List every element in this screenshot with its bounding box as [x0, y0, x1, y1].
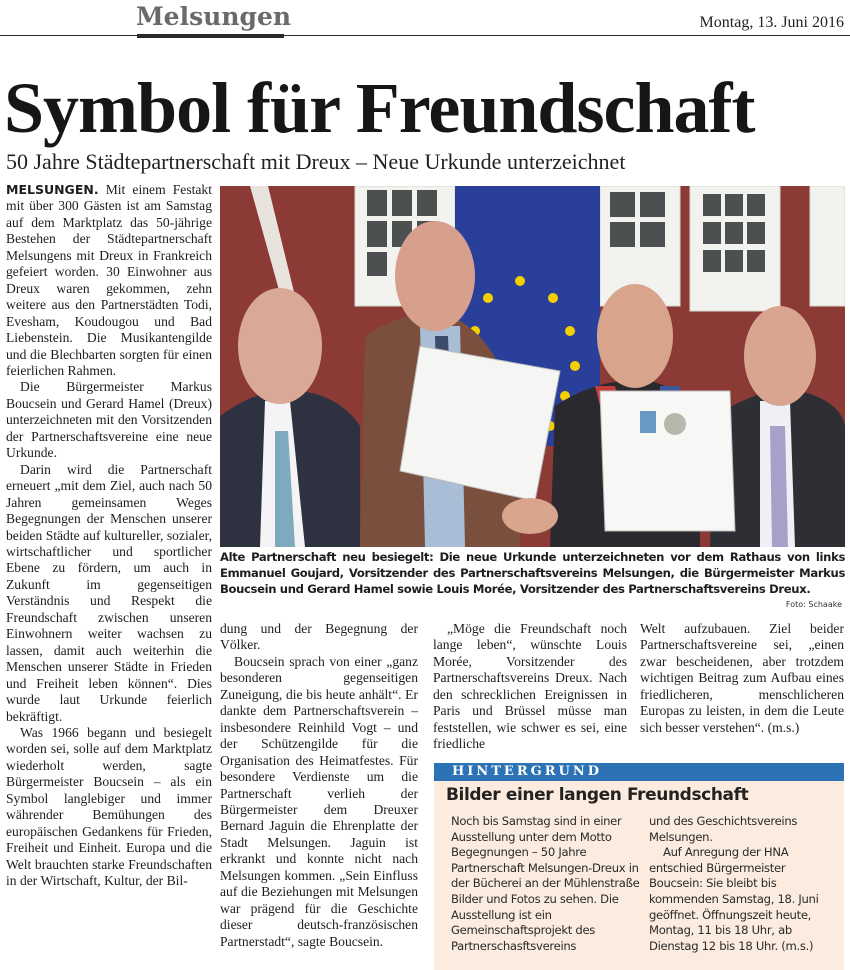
article-column-2 — [220, 621, 418, 950]
box-paragraph: und des Geschichtsvereins Melsungen. — [649, 814, 798, 844]
paragraph-text: Mit einem Festakt mit über 300 Gästen ist am Samstag auf dem Marktplatz das 50-jährige Bestehen der Städtepartnerschaft Melsungens mit Dreux in Frankreich gefeiert worden. 30 Einwohner aus Dreux waren gekommen, zehn weitere aus den Partnerstädten Todi, Evesham, Koudougou und Bad Liebenstein. Die Musikantengilde und die Blechbarten sorgten für einen feierlichen Rahmen. — [6, 182, 213, 378]
photo-caption: Alte Partnerschaft neu besiegelt: Die neue Urkunde unterzeichneten vor dem Rathaus von links Emmanuel Goujard, Vorsitzender des Partnerschaftsvereins Melsungen, die Bürgermeister Markus Boucsein und Gerard Hamel sowie Louis Morée, Vorsitzender des Partnerschaftsvereins Dreux. — [220, 550, 845, 596]
paragraph: Darin wird die Partnerschaft erneuert „mit dem Ziel, auch nach 50 Jahren gemeinsamen Weges Begegnungen der Menschen unserer beiden Städte auf kultureller, sozialer, wirtschaftlicher und sportlicher Ebene zu fördern, um auch in Zukunft im gegenseitigen Verständnis und Respekt die Freundschaft zwischen unseren Einwohnern weiter wachsen zu lassen, damit auch weiterhin die Menschen unserer Städte in Frieden und Freiheit leben können“. Dies wurde laut Urkunde feierlich bekräftigt. — [6, 461, 212, 724]
paragraph: „Möge die Freundschaft noch lange leben“, wünschte Louis Morée, Vorsitzender des Partnerschaftsvereins Dreux. Nach den schrecklichen Ereignissen in Paris und Brüssel müsse man feststellen, wie schwer es sei, eine friedliche — [433, 621, 627, 752]
section-title: Melsungen — [136, 2, 292, 31]
background-info-box — [434, 763, 844, 970]
box-column-1 — [451, 814, 641, 954]
certificate-2 — [600, 391, 735, 531]
box-paragraph: Auf Anregung der HNA entschied Bürgermeister Boucsein: Sie bleibt bis kommenden Samstag, 18. Juni geöffnet. Öffnungszeit heute, Montag, 11 bis 18 Uhr, ab Dienstag 12 bis 18 Uhr. (m.s.) — [649, 845, 819, 953]
article-column-1 — [6, 182, 212, 889]
box-title: Bilder einer langen Freundschaft — [446, 785, 749, 805]
photo-illustration — [220, 186, 845, 547]
box-column-2 — [649, 814, 839, 954]
headline: Symbol für Freundschaft — [4, 68, 755, 148]
box-label-bar — [434, 763, 844, 781]
header-rule — [0, 35, 850, 36]
photo-credit: Foto: Schaake — [785, 600, 842, 609]
paragraph: Was 1966 begann und besiegelt worden sei, solle auf dem Marktplatz wiederholt werden, sagte Bürgermeister Boucsein – als ein Symbol langlebiger und immer währender Bemühungen des europäischen Gedankens für Frieden, Freiheit und Einheit. Europa und die Welt brauchten starke Freundschaften in der Wirtschaft, Kultur, der Bil- — [6, 724, 212, 889]
section-underline — [137, 34, 284, 38]
paragraph: dung und der Begegnung der Völker. — [220, 621, 418, 653]
article-column-4 — [640, 621, 844, 736]
paragraph: Welt aufzubauen. Ziel beider Partnerschaftsvereine sei, „einen zwar bescheidenen, aber trotzdem wichtigen Beitrag zum Aufbau eines friedlicheren, menschlicheren Europas zu leisten, in dem die Leute sich besser verstehen“. (m.s.) — [640, 621, 844, 735]
issue-date: Montag, 13. Juni 2016 — [699, 14, 844, 31]
paragraph: Die Bürgermeister Markus Boucsein und Gerard Hamel (Dreux) unterzeichneten mit den Vorsitzenden der Partnerschaftsvereine eine neue Urkunde. — [6, 379, 212, 461]
box-label: HINTERGRUND — [452, 764, 603, 779]
box-paragraph: Noch bis Samstag sind in einer Ausstellung unter dem Motto Begegnungen – 50 Jahre Partnerschaft Melsungen-Dreux in der Bücherei an der Mühlenstraße Bilder und Fotos zu sehen. Die Ausstellung ist ein Gemeinschaftsprojekt des Partnerschasftsvereins — [451, 814, 640, 953]
subheadline: 50 Jahre Städtepartnerschaft mit Dreux – Neue Urkunde unterzeichnet — [6, 149, 626, 174]
paragraph — [6, 182, 212, 379]
paragraph: Boucsein sprach von einer „ganz besonderen gegenseitigen Zuneigung, die bis heute anhält“. Er dankte dem Partnerschaftsverein – insbesondere Reinhild Vogt – und der Schützengilde für die Organisation des Heimatfestes. Für besondere Verdienste um die Partnerschaft verlieh der Bürgermeister dem Dreuxer Bernard Jaguin die Ehrenplatte der Stadt Melsungen. Jaguin ist erkrankt und konnte nicht nach Melsungen kommen. „Sein Einfluss auf die Beziehungen mit Melsungen war prägend für die Geschichte dieser deutsch-französischen Partnerstadt“, sagte Boucsein. — [220, 653, 418, 949]
article-photo — [220, 186, 845, 547]
dateline: MELSUNGEN. — [6, 182, 99, 197]
article-column-3 — [433, 621, 627, 753]
